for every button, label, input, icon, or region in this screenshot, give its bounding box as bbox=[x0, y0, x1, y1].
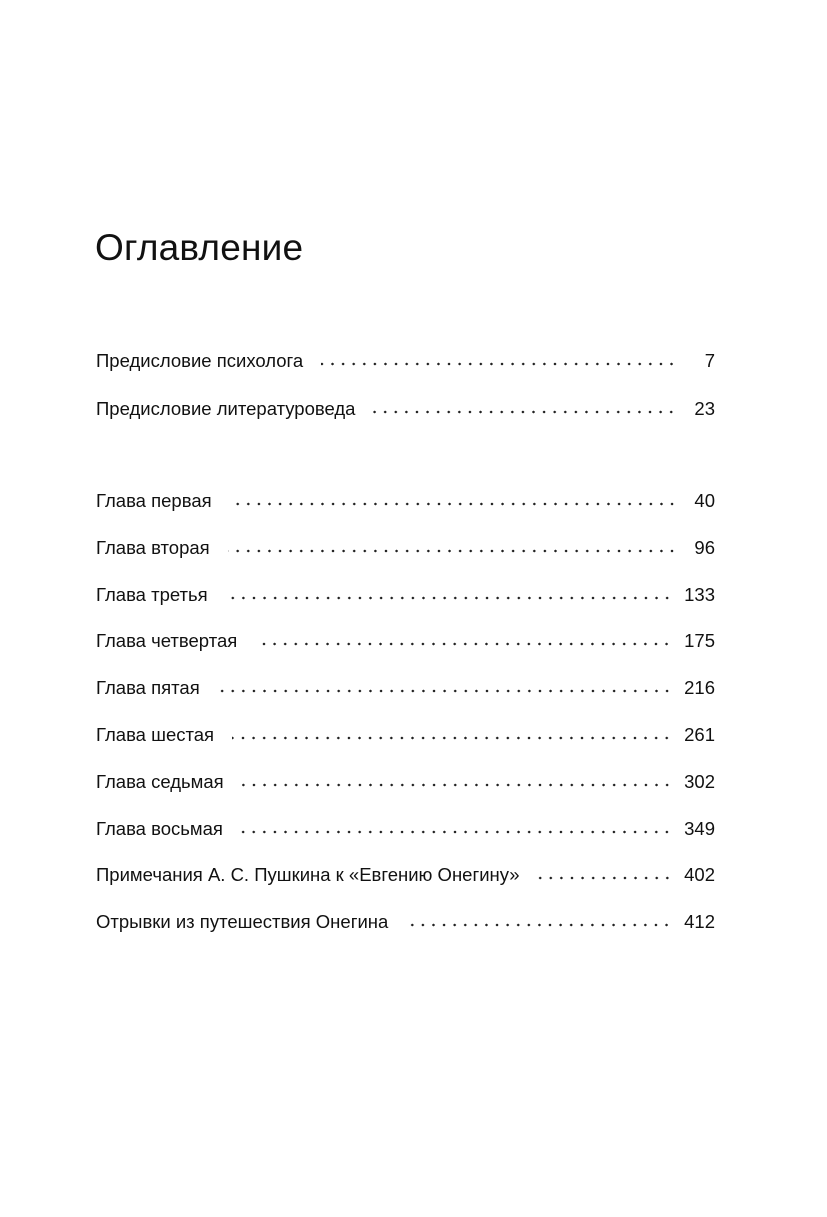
toc-entry-chapter-4[interactable] bbox=[96, 626, 715, 656]
toc-entry-chapter-3[interactable] bbox=[96, 580, 715, 610]
toc-prefaces bbox=[96, 346, 715, 442]
toc-entry-label: Примечания А. С. Пушкина к «Евгению Онегину» bbox=[96, 864, 520, 886]
dot-leader bbox=[226, 594, 672, 602]
toc-entry-chapter-5[interactable] bbox=[96, 673, 715, 703]
dot-leader bbox=[321, 360, 677, 368]
dot-leader bbox=[406, 921, 672, 929]
toc-entry-chapter-8[interactable] bbox=[96, 814, 715, 844]
toc-entry-label: Глава вторая bbox=[96, 536, 210, 558]
toc-entry-label: Глава пятая bbox=[96, 677, 200, 699]
toc-entry-page: 175 bbox=[684, 630, 715, 652]
toc-entry-chapter-7[interactable] bbox=[96, 767, 715, 797]
toc-entry-label: Глава седьмая bbox=[96, 770, 224, 792]
toc-entry-label: Предисловие литературоведа bbox=[96, 398, 356, 419]
toc-entry-chapter-6[interactable] bbox=[96, 720, 715, 750]
toc-entry-page: 96 bbox=[694, 536, 715, 558]
toc-entry-page: 402 bbox=[684, 864, 715, 886]
toc-entry-label: Отрывки из путешествия Онегина bbox=[96, 911, 389, 933]
toc-entry-preface-literary[interactable] bbox=[96, 394, 715, 424]
toc-entry-page: 412 bbox=[684, 911, 715, 933]
toc-entry-page: 261 bbox=[684, 723, 715, 745]
page-title: Оглавление bbox=[95, 227, 304, 268]
dot-leader bbox=[218, 687, 672, 695]
toc-entry-page: 23 bbox=[694, 398, 715, 419]
dot-leader bbox=[241, 828, 672, 836]
dot-leader bbox=[230, 500, 677, 508]
toc-entry-chapter-2[interactable] bbox=[96, 533, 715, 563]
dot-leader bbox=[255, 640, 672, 648]
toc-entry-page: 133 bbox=[684, 583, 715, 605]
toc-entry-preface-psychologist[interactable] bbox=[96, 346, 715, 376]
toc-chapters bbox=[96, 486, 715, 954]
toc-entry-label: Глава восьмая bbox=[96, 817, 223, 839]
toc-entry-page: 302 bbox=[684, 770, 715, 792]
toc-entry-label: Глава четвертая bbox=[96, 630, 238, 652]
toc-entry-chapter-1[interactable] bbox=[96, 486, 715, 516]
dot-leader bbox=[373, 408, 677, 416]
toc-entry-page: 349 bbox=[684, 817, 715, 839]
toc-entry-page: 216 bbox=[684, 677, 715, 699]
toc-entry-label: Предисловие психолога bbox=[96, 350, 304, 371]
dot-leader bbox=[538, 874, 673, 882]
dot-leader bbox=[242, 781, 672, 789]
toc-entry-page: 40 bbox=[694, 490, 715, 511]
toc-entry-journey-fragments[interactable] bbox=[96, 907, 715, 937]
toc-entry-page: 7 bbox=[704, 350, 715, 371]
dot-leader bbox=[228, 547, 677, 555]
toc-entry-label: Глава шестая bbox=[96, 723, 215, 745]
toc-entry-label: Глава первая bbox=[96, 490, 212, 511]
toc-entry-pushkin-notes[interactable] bbox=[96, 860, 715, 890]
dot-leader bbox=[232, 734, 672, 742]
toc-entry-label: Глава третья bbox=[96, 583, 208, 605]
